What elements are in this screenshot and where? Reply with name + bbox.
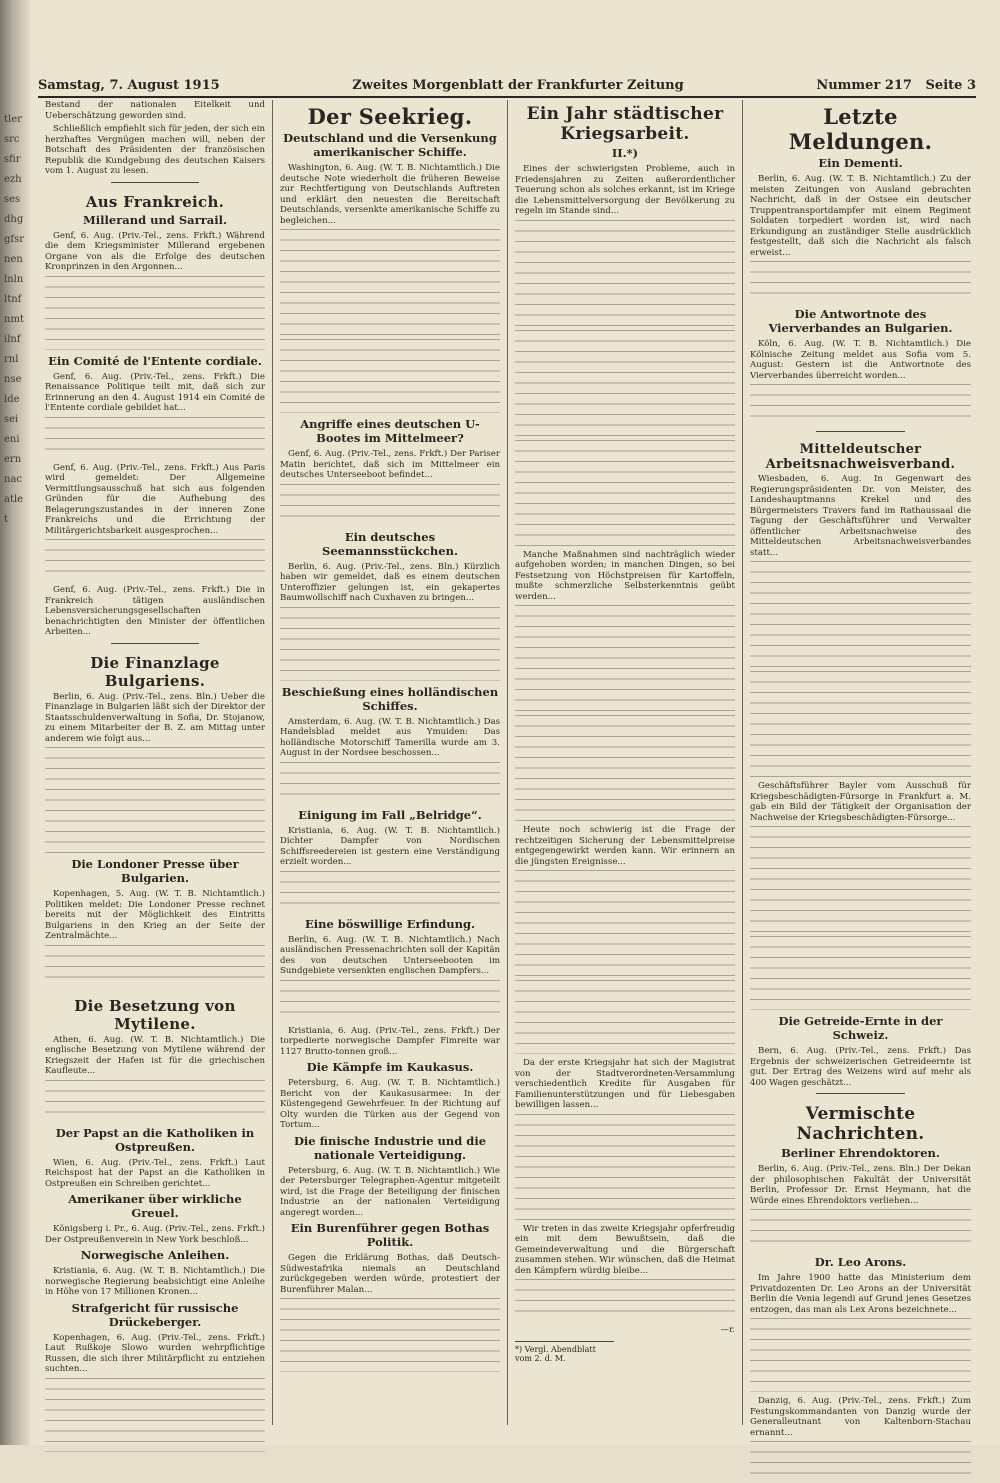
article-text: Wien, 6. Aug. (Priv.-Tel., zens. Frkft.) Laut Reichspost hat der Papst an die Katholiken in Ostpreußen ein Schreiben gerichtet...	[45, 1157, 265, 1189]
text-lines	[280, 484, 500, 526]
article-text: Genf, 6. Aug. (Priv.-Tel., zens. Frkft.) Während die dem Kriegsminister Millerand ergebenen Organe von als die Erfolge des deutschen Kronprinzen in den Argonnen...	[45, 230, 265, 272]
text-lines	[45, 945, 265, 987]
binding-gutter	[0, 0, 30, 1445]
opening-paragraph: Schließlich empfiehlt sich für jeden, der sich ein herzhaftes Vergnügen machen will, neben der Botschaft des Präsidenten der französischen Republik die Kundgebung des deutschen Kaisers vom 1. August zu lesen.	[45, 124, 265, 176]
footnote: *) Vergl. Abendblatt vom 2. d. M.	[515, 1341, 614, 1363]
section-subtitle: Beschießung eines holländischen Schiffes.	[281, 684, 499, 713]
column-2	[273, 100, 508, 1425]
article-text: Manche Maßnahmen sind nachträglich wieder aufgehoben worden; in manchen Dingen, so bei Festsetzung von Höchstpreisen für Kartoffeln, mußte schmerzliche Selbsterkenntnis geübt werden...	[515, 549, 735, 602]
article-text: Amsterdam, 6. Aug. (W. T. B. Nichtamtlich.) Das Handelsblad meldet aus Ymuiden: Das holländische Motorschiff Tamerilla wurde am 3. August in der Nordsee beschossen...	[280, 716, 500, 758]
text-lines	[280, 980, 500, 1022]
section-subtitle: Amerikaner über wirkliche Greuel.	[68, 1192, 242, 1220]
text-lines	[280, 1298, 500, 1372]
divider	[816, 1093, 904, 1094]
text-lines	[515, 330, 735, 436]
article-text: Geschäftsführer Bayler vom Ausschuß für Kriegsbeschädigten-Fürsorge in Frankfurt a. M. gab ein Bild der Tätigkeit der Organisation der Nachweise der Kriegsbeschädigten-Fürsorge...	[750, 781, 971, 823]
article-text: Washington, 6. Aug. (W. T. B. Nichtamtlich.) Die deutsche Note wiederholt die früheren Beweise zur Rechtfertigung von Deutschlands Auftreten und erklärt den neuesten die Bereitschaft Deutschlands, versenkte amerikanische Schiffe zu begleichen...	[280, 163, 500, 226]
section-subtitle: Ein deutsches Seemannsstückchen.	[322, 529, 458, 558]
section-subtitle: Deutschland und die Versenkung amerikanischer Schiffe.	[283, 131, 497, 159]
text-lines	[280, 229, 500, 335]
divider	[111, 643, 199, 644]
section-title: Die Besetzung von Mytilene.	[74, 996, 236, 1033]
header-date: Samstag, 7. August 1915	[38, 77, 220, 93]
section-subtitle: Strafgericht für russische Drückeberger.	[71, 1300, 239, 1329]
section-subtitle: Die Kämpfe im Kaukasus.	[306, 1060, 474, 1074]
gutter-fragment-letters: tlersrcsfirezhsesdhggfsrnenlnlnltnfnmtilnfrnlnseldeseieniernnacatlet	[4, 114, 25, 525]
section-subtitle: Ein Dementi.	[818, 156, 903, 170]
text-lines	[750, 1318, 971, 1392]
text-lines	[750, 561, 971, 667]
section-subtitle: Der Papst an die Katholiken in Ostpreußen.	[55, 1125, 255, 1154]
text-lines	[45, 417, 265, 459]
section-subtitle: Die Getreide-Ernte in der Schweiz.	[778, 1014, 943, 1042]
article-text: Petersburg, 6. Aug. (W. T. B. Nichtamtlich.) Wie der Petersburger Telegraphen-Agentur mitgeteilt wird, ist die Frage der Beteiligung der finischen Industrie an der nationalen Verteidigung angeregt worden...	[280, 1165, 500, 1218]
text-lines	[280, 762, 500, 804]
text-lines	[750, 671, 971, 777]
text-lines	[280, 339, 500, 413]
text-lines	[750, 1441, 971, 1483]
article-text: Petersburg, 6. Aug. (W. T. B. Nichtamtlich.) Bericht von der Kaukasusarmee: In der Küstengegend Gewehrfeuer. In der Richtung auf Olty wurden die Türken aus der Gegend von Tortum...	[280, 1078, 500, 1130]
text-lines	[45, 276, 265, 350]
article-text: Genf, 6. Aug. (Priv.-Tel., zens. Frkft.) Die Renaissance Politique teilt mit, daß sich zur Erinnerung an den 4. August 1914 ein Comité de l'Entente cordiale gebildet hat...	[45, 371, 265, 413]
section-subtitle: Dr. Leo Arons.	[814, 1255, 907, 1269]
text-lines	[515, 1279, 735, 1321]
text-lines	[45, 539, 265, 581]
article-text: Berlin, 6. Aug. (Priv.-Tel., zens. Bln.) Der Dekan der philosophischen Fakultät der Universität Berlin, Professor Dr. Ernst Heymann, hat die Würde eines Ehrendoktors verliehen...	[750, 1164, 971, 1206]
article-text: Eines der schwierigsten Probleme, auch in Friedensjahren zu Zeiten außerordentlicher Teuerung schon als solches erkannt, ist im Kriege die Lebensmittelversorgung der Bevölkerung zu regeln im Stande sind...	[515, 164, 735, 216]
header-edition: Zweites Morgenblatt der Frankfurter Zeitung	[352, 77, 684, 93]
section-subtitle: Eine böswillige Erfindung.	[304, 916, 476, 931]
header-number-page	[816, 78, 976, 93]
article-text: Königsberg i. Pr., 6. Aug. (Priv.-Tel., zens. Frkft.) Der Ostpreußenverein in New York beschloß...	[45, 1224, 265, 1245]
section-title: Ein Jahr städtischer Kriegsarbeit.	[526, 104, 724, 144]
section-subtitle: Ein Comité de l'Entente cordiale.	[48, 353, 262, 368]
article-text: Köln, 6. Aug. (W. T. B. Nichtamtlich.) Die Kölnische Zeitung meldet aus Sofia vom 5. August: Gestern ist die Antwortnote des Vierverbandes überreicht worden...	[750, 339, 971, 381]
article-text: Heute noch schwierig ist die Frage der rechtzeitigen Sicherung der Lebensmittelpreise entgegengewirkt werden kann. Wir erinnern an die jüngsten Ereignisse...	[515, 825, 735, 867]
header-page: Seite 3	[925, 77, 976, 93]
section-title: Mitteldeutscher Arbeitsnachweisverband.	[765, 442, 956, 472]
article-text: Da der erste Kriegsjahr hat sich der Magistrat von der Stadtverordneten-Versammlung verschiedentlich Kredite für Ausgaben für Familienunterstützungen und für Liebesgaben bewilligen lassen...	[515, 1058, 735, 1110]
article-text: Bern, 6. Aug. (Priv.-Tel., zens. Frkft.) Das Ergebnis der schweizerischen Getreideernte ist gut. Der Ertrag des Weizens wird auf mehr als 400 Wagen geschätzt...	[750, 1046, 971, 1088]
section-title: Vermischte Nachrichten.	[796, 1104, 925, 1144]
section-title: Der Seekrieg.	[307, 104, 473, 129]
column-4	[743, 100, 978, 1438]
article-text: Athen, 6. Aug. (W. T. B. Nichtamtlich.) Die englische Besetzung von Mytilene während der Kriegszeit der Hafen ist für die griechischen Kaufleute...	[45, 1034, 265, 1076]
divider	[816, 431, 904, 432]
text-lines	[45, 1378, 265, 1452]
divider	[111, 182, 199, 183]
article-text: Genf, 6. Aug. (Priv.-Tel., zens. Frkft.) Aus Paris wird gemeldet: Der Allgemeine Vermittlungsausschuß hat sich aus folgenden Gründen für die Aufhebung des Belagerungszustandes in der inneren Zone Frankreichs und die Errichtung der Militärgerichtsbarkeit ausgesprochen...	[45, 462, 265, 536]
text-lines	[750, 1209, 971, 1251]
article-text: Danzig, 6. Aug. (Priv.-Tel., zens. Frkft.) Zum Festungskommandanten von Danzig wurde der Generalleutnant von Kaltenborn-Stachau ernannt...	[750, 1396, 971, 1438]
article-text: Kopenhagen, 5. Aug. (W. T. B. Nichtamtlich.) Politiken meldet: Die Londoner Presse rechnet bereits mit der Möglichkeit des Eintritts Bulgariens in den Krieg an der Seite der Zentralmächte...	[45, 889, 265, 941]
article-columns	[38, 100, 978, 1438]
section-subtitle: II.*)	[611, 146, 639, 160]
page-header	[38, 74, 976, 98]
text-lines	[45, 1080, 265, 1122]
section-subtitle: Berliner Ehrendoktoren.	[781, 1146, 940, 1160]
article-text: Berlin, 6. Aug. (W. T. B. Nichtamtlich.) Nach ausländischen Pressenachrichten soll der Kapitän des von deutschen Unterseebooten im Sundgebiete versenkten englischen Dampfers...	[280, 934, 500, 976]
article-text: Berlin, 6. Aug. (W. T. B. Nichtamtlich.) Zu der meisten Zeitungen von Ausland gebrachten Nachricht, daß in der Ostsee ein deutscher Truppentransportdampfer mit einem Regiment Soldaten torpediert worden ist, wird nach Erkundigung an zuständiger Stelle ausdrücklich festgestellt, daß sich die Nachricht als falsch erweist...	[750, 174, 971, 258]
text-lines	[45, 747, 265, 853]
article-text: Wiesbaden, 6. Aug. In Gegenwart des Regierungspräsidenten Dr. von Meister, des Landeshauptmanns Krekel und des Bürgermeisters Travers fand im Rathaussaal die Tagung der Geschäftsführer und Verwalter öffentlicher Arbeitsnachweise des Mitteldeutschen Arbeitsnachweisverbandes statt...	[750, 474, 971, 558]
article-text: Genf, 6. Aug. (Priv.-Tel., zens. Frkft.) Die in Frankreich tätigen ausländischen Lebensversicherungsgesellschaften benachrichtigten den Minister der öffentlichen Arbeiten...	[45, 585, 265, 637]
section-subtitle: Die Antwortnote des Vierverbandes an Bulgarien.	[768, 307, 953, 335]
article-text: Berlin, 6. Aug. (Priv.-Tel., zens. Bln.) Ueber die Finanzlage in Bulgarien läßt sich der Direktor der Staatsschuldenverwaltung in Sofia, Dr. Stojanow, zu einem Mitarbeiter der B. Z. am Mittag unter anderem wie folgt aus...	[45, 691, 265, 744]
section-subtitle: Ein Burenführer gegen Bothas Politik.	[290, 1221, 490, 1249]
section-title: Aus Frankreich.	[85, 192, 225, 211]
section-subtitle: Norwegische Anleihen.	[80, 1248, 230, 1262]
section-subtitle: Angriffe eines deutschen U-Bootes im Mittelmeer?	[300, 417, 480, 445]
article-signature: —r.	[720, 1325, 735, 1335]
text-lines	[515, 440, 735, 546]
opening-paragraph: Bestand der nationalen Eitelkeit und Ueberschätzung geworden sind.	[45, 100, 265, 121]
text-lines	[750, 261, 971, 303]
text-lines	[515, 1114, 735, 1220]
text-lines	[515, 980, 735, 1054]
text-lines	[515, 870, 735, 976]
column-1	[38, 100, 273, 1425]
article-text: Kopenhagen, 6. Aug. (Priv.-Tel., zens. Frkft.) Laut Rußkoje Slowo wurden wehrpflichtige Russen, die sich ihrer Militärpflicht zu entziehen suchten...	[45, 1332, 265, 1374]
article-text: Kristiania, 6. Aug. (Priv.-Tel., zens. Frkft.) Der torpedierte norwegische Dampfer Fimreite war 1127 Brutto-tonnen groß...	[280, 1025, 500, 1057]
section-subtitle: Die Londoner Presse über Bulgarien.	[71, 857, 239, 885]
text-lines	[515, 605, 735, 711]
section-title: Die Finanzlage Bulgariens.	[90, 653, 220, 690]
text-lines	[515, 715, 735, 821]
article-text: Berlin, 6. Aug. (Priv.-Tel., zens. Bln.) Kürzlich haben wir gemeldet, daß es einem deutschen Unteroffizier gelungen ist, ein gekapertes Baumwollschiff nach Cuxhaven zu bringen...	[280, 561, 500, 603]
article-text: Wir treten in das zweite Kriegsjahr opferfreudig ein mit dem Bewußtsein, daß die Gemeindeverwaltung und die Bürgerschaft zusammen stehen. Wir wünschen, daß die Heimat den Kämpfern würdig bleibe...	[515, 1223, 735, 1276]
section-subtitle: Millerand und Sarrail.	[83, 212, 227, 227]
article-text: Gegen die Erklärung Bothas, daß Deutsch-Südwestafrika niemals an Deutschland zurückgegeben werden würde, protestiert der Burenführer Malan...	[280, 1253, 500, 1295]
section-subtitle: Einigung im Fall „Belridge“.	[298, 807, 482, 822]
text-lines	[280, 607, 500, 681]
article-text: Genf, 6. Aug. (Priv.-Tel., zens. Frkft.) Der Pariser Matin berichtet, daß sich im Mittelmeer ein deutsches Unterseeboot befindet...	[280, 449, 500, 480]
section-subtitle: Die finische Industrie und die nationale Verteidigung.	[293, 1133, 487, 1162]
text-lines	[750, 384, 971, 426]
text-lines	[750, 826, 971, 932]
column-3	[508, 100, 743, 1425]
header-number: Nummer 217	[816, 77, 912, 93]
article-text: Im Jahre 1900 hatte das Ministerium dem Privatdozenten Dr. Leo Arons an der Universität Berlin die Venia legendi auf Grund jenes Gesetzes entzogen, das man als Lex Arons bezeichnete...	[750, 1273, 971, 1315]
article-text: Kristiania, 6. Aug. (W. T. B. Nichtamtlich.) Dichter Dampfer von Nordischen Schiffsreedereien ist gestern eine Verständigung erzielt worden...	[280, 825, 500, 867]
text-lines	[750, 936, 971, 1010]
text-lines	[280, 871, 500, 913]
article-text: Kristiania, 6. Aug. (W. T. B. Nichtamtlich.) Die norwegische Regierung beabsichtigt eine Anleihe in Höhe von 17 Millionen Kronen...	[45, 1266, 265, 1297]
section-title: Letzte Meldungen.	[788, 104, 933, 154]
text-lines	[515, 220, 735, 326]
